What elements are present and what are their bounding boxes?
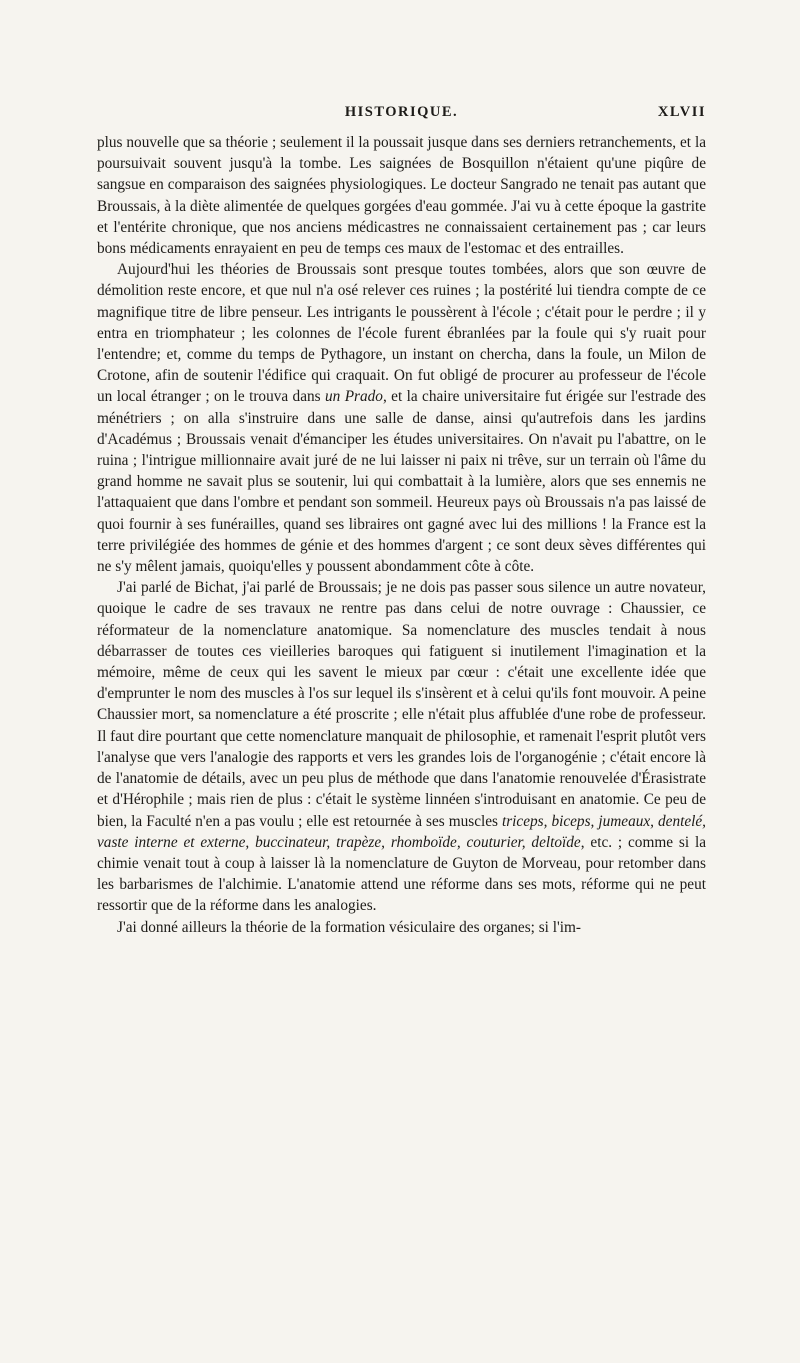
paragraph-1-text: plus nouvelle que sa théorie ; seulement il la poussait jusque dans ses derniers retranchements, et la poursuivait souvent jusqu'à la tombe. Les saignées de Bosquillon n'étaient qu'une piqûre de sangsue en comparaison des saignées physiologiques. Le docteur Sangrado ne tenait pas autant que Broussais, à la diète alimentée de quelques gorgées d'eau gommée. J'ai vu à cette époque la gastrite et l'entérite chronique, que nos anciens médicastres ne connaissaient certainement pas ; car leurs bons médicaments enrayaient en peu de temps ces maux de l'estomac et des entrailles. <box>97 134 706 258</box>
running-head <box>97 104 706 124</box>
paragraph-2 <box>97 259 706 577</box>
paragraph-2-text-b: , et la chaire universitaire fut érigée sur l'estrade des ménétriers ; on alla s'instruire dans une salle de danse, ainsi qu'autrefois dans les jardins d'Académus ; Broussais venait d'émanciper les études universitaires. On n'avait pu l'abattre, on le ruina ; l'intrigue millionnaire avait juré de ne lui laisser ni paix ni trêve, sur un terrain où l'âme du grand homme ne savait plus se soutenir, lui qui combattait à la lumière, alors que ses ennemis ne l'attaquaient que dans l'ombre et pendant son sommeil. Heureux pays où Broussais n'a pas laissé de quoi fournir à ses funérailles, quand ses libraires ont gagné avec lui des millions ! la France est la terre privilégiée des hommes de génie et des hommes d'argent ; ce sont deux sèves différentes qui ne s'y mêlent jamais, quoiqu'elles y poussent abondamment côte à côte. <box>97 388 706 576</box>
paragraph-2-text-a: Aujourd'hui les théories de Broussais sont presque toutes tombées, alors que son œuvre de démolition reste encore, et que nul n'a osé relever ces ruines ; la postérité lui tiendra compte de ce magnifique titre de libre penseur. Les intrigants le poussèrent à l'école ; c'était pour le perdre ; il y entra en triomphateur ; les colonnes de l'école furent ébranlées par la foule qui s'y ruait pour l'entendre; et, comme du temps de Pythagore, un instant on chercha, dans la foule, un Milon de Crotone, afin de soutenir l'édifice qui craquait. On fut obligé de procurer au professeur de l'école un local étranger ; on le trouva dans <box>97 261 706 406</box>
paragraph-3 <box>97 577 706 916</box>
paragraph-3-italic: triceps, biceps, jumeaux, dentelé, vaste interne et externe, buccinateur, trapèze, rhomboïde, couturier, deltoïde <box>97 812 706 851</box>
page-number: XLVII <box>657 104 706 120</box>
paragraph-1 <box>97 132 706 259</box>
running-title: HISTORIQUE. <box>344 104 459 120</box>
paragraph-3-text-a: J'ai parlé de Bichat, j'ai parlé de Broussais; je ne dois pas passer sous silence un autre novateur, quoique le cadre de ses travaux ne rentre pas dans celui de notre ouvrage : Chaussier, ce réformateur de la nomenclature anatomique. Sa nomenclature des muscles tendait à nous débarrasser de toutes ces vieilleries baroques qui fatiguent si inutilement l'imagination et la mémoire, même de ceux qui les savent le mieux par cœur : c'était une excellente idée que d'emprunter le nom des muscles à l'os sur lequel ils s'insèrent et à celui qu'ils font mouvoir. A peine Chaussier mort, sa nomenclature a été proscrite ; elle n'était plus affublée d'une robe de professeur. Il faut dire pourtant que cette nomenclature manquait de philosophie, et ramenait l'esprit plutôt vers l'analyse que vers l'analogie des rapports et vers les grandes lois de l'organogénie ; c'était encore là de l'anatomie de détails, avec un peu plus de méthode que dans l'anatomie renouvelée d'Érasistrate et d'Hérophile ; mais rien de plus : c'était le système linnéen s'introduisant en anatomie. Ce peu de bien, la Faculté n'en a pas voulu ; elle est retournée à ses muscles <box>97 579 706 830</box>
paragraph-4-text: J'ai donné ailleurs la théorie de la formation vésiculaire des organes; si l'im- <box>117 918 581 936</box>
paragraph-4 <box>97 917 706 938</box>
paragraph-3-text-b: , etc. ; comme si la chimie venait tout à coup à laisser là la nomenclature de Guyton de Morveau, pour retomber dans les barbarismes de l'alchimie. L'anatomie attend une réforme dans ses mots, réforme qui ne peut ressortir que de la réforme dans les analogies. <box>97 833 707 915</box>
paragraph-2-italic: un Prado <box>325 388 383 406</box>
body-text <box>97 132 706 938</box>
